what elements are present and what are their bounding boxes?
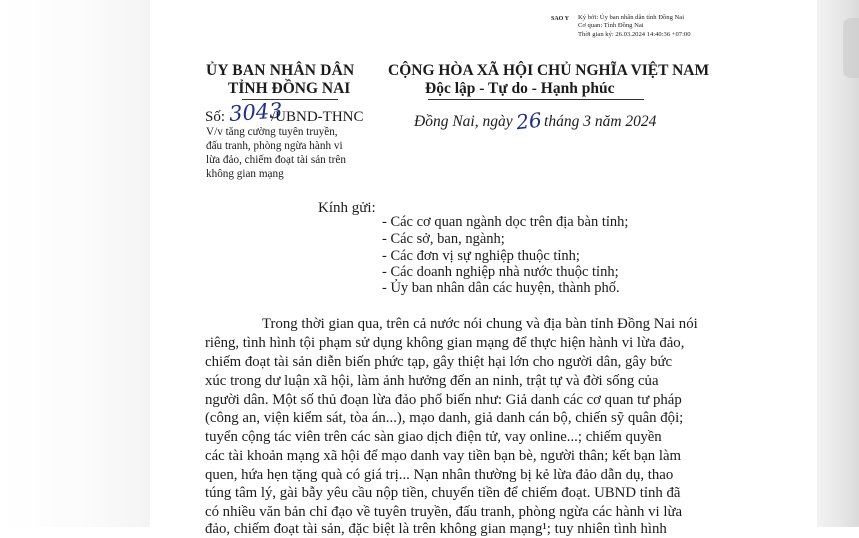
date-prefix: Đồng Nai, ngày [414, 113, 513, 130]
recipient-item: - Các sở, ban, ngành; [382, 231, 505, 247]
subject-line: V/v tăng cường tuyên truyền, [206, 126, 338, 138]
issuing-org-line2: TỈNH ĐỒNG NAI [228, 80, 351, 97]
recipient-item: - Các đơn vị sự nghiệp thuộc tỉnh; [382, 248, 580, 264]
subject-line: không gian mạng [206, 168, 284, 180]
body-line: chiếm đoạt tài sản diễn biến phức tạp, gây thiệt hại lớn cho người dân, gây bức [205, 354, 673, 370]
date-suffix: tháng 3 năm 2024 [544, 113, 657, 130]
scan-right-margin [817, 0, 859, 527]
body-line: túng tâm lý, gài bẫy yêu cầu nộp tiền, chuyển tiền để chiếm đoạt. UBND tỉnh đã [205, 485, 681, 501]
scan-left-margin [0, 0, 150, 527]
doc-number-label: Số: [205, 109, 226, 125]
body-line: tuyển cộng tác viên trên các sàn giao dịch điện tử, vay online...; chiếm quyền [205, 429, 662, 445]
motto-underline [428, 99, 644, 100]
recipient-item: - Ủy ban nhân dân các huyện, thành phố. [382, 280, 620, 296]
body-line: các tài khoản mạng xã hội để mạo danh vay tiền bạn bè, người thân; kết bạn làm [205, 448, 682, 464]
body-line: quen, hứa hẹn tặng quà có giá trị... Nạn nhân thường bị kẻ lừa đảo dẫn dụ, thao [205, 467, 674, 483]
body-line: xúc trong dư luận xã hội, làm ảnh hưởng đến an ninh, trật tự và đời sống của [205, 373, 659, 389]
doc-number-handwritten: 3043 [228, 98, 284, 126]
subject-line: lừa đảo, chiếm đoạt tài sản trên [206, 154, 346, 166]
scan-edge-shadow [843, 18, 859, 78]
signature-agency: Cơ quan: Tỉnh Đồng Nai [578, 22, 644, 29]
copy-stamp: SAO Y [551, 16, 569, 22]
body-line: có nhiều văn bản chỉ đạo về tuyên truyền, đấu tranh, phòng ngừa các hành vi lừa [205, 504, 683, 520]
body-line: người dân. Một số thủ đoạn lừa đảo phổ biến như: Giả danh các cơ quan tư pháp [205, 392, 682, 408]
body-line: riêng, tình hình tội phạm sử dụng không gian mạng để thực hiện hành vi lừa đảo, [205, 335, 685, 351]
body-line: đảo, chiếm đoạt tài sản, đặc biệt là trên không gian mạng¹; tuy nhiên tình hình [205, 521, 667, 537]
issuing-org-line1: ỦY BAN NHÂN DÂN [206, 62, 355, 79]
signature-time: Thời gian ký: 26.03.2024 14:40:36 +07:00 [578, 31, 691, 38]
national-motto: Độc lập - Tự do - Hạnh phúc [425, 80, 615, 97]
national-title: CỘNG HÒA XÃ HỘI CHỦ NGHĨA VIỆT NAM [388, 62, 710, 79]
recipient-item: - Các cơ quan ngành dọc trên địa bàn tỉnh; [382, 214, 629, 230]
body-line: (công an, viện kiểm sát, tòa án...), mạo danh, giả danh cán bộ, chiến sỹ quân đội; [205, 410, 684, 426]
doc-number-suffix: /UBND-THNC [271, 109, 364, 125]
greeting-label: Kính gửi: [318, 200, 376, 216]
recipient-item: - Các doanh nghiệp nhà nước thuộc tỉnh; [382, 264, 619, 280]
body-line: Trong thời gian qua, trên cả nước nói chung và địa bàn tỉnh Đồng Nai nói [262, 316, 698, 332]
subject-line: đấu tranh, phòng ngừa hành vi [206, 140, 343, 152]
issue-date [414, 107, 657, 135]
signature-signer: Ký bởi: Ủy ban nhân dân tỉnh Đồng Nai [578, 14, 685, 21]
date-day-handwritten: 26 [514, 107, 543, 135]
